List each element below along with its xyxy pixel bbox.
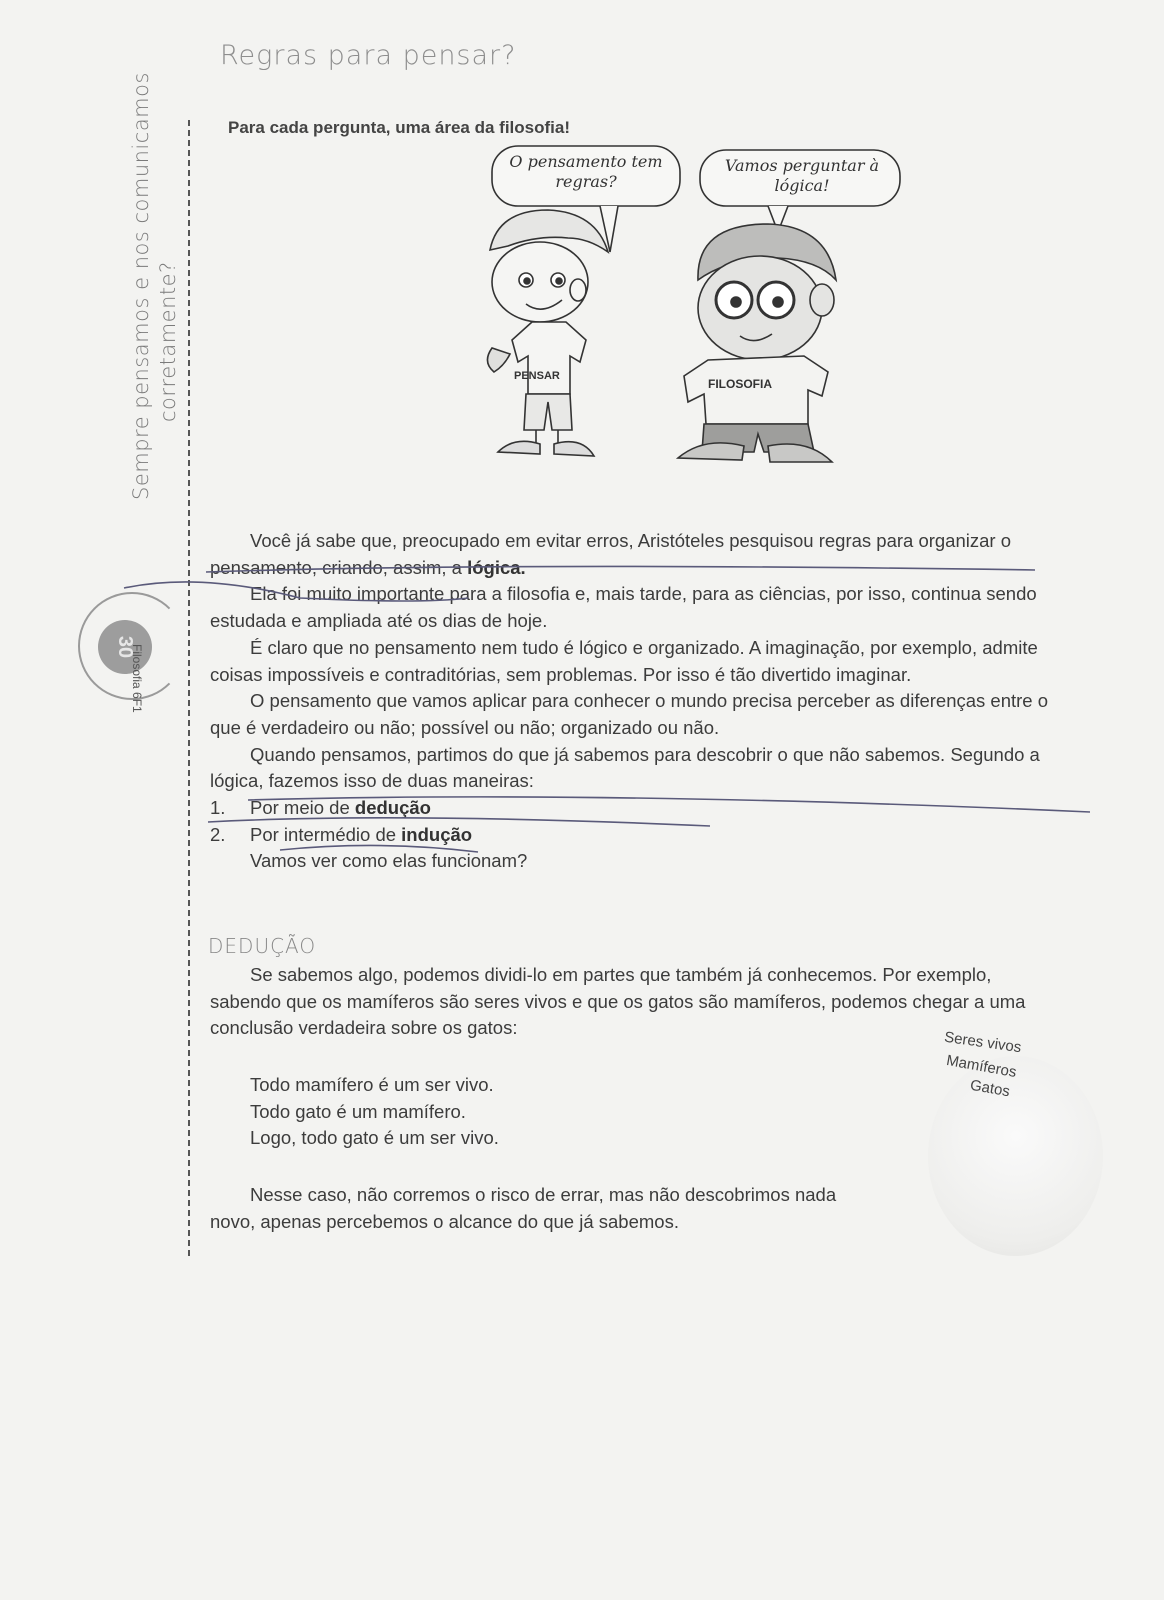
set-label-inner: Gatos: [968, 1076, 1012, 1101]
bold-term: indução: [401, 823, 473, 845]
premise-2: Todo gato é um mamífero.: [250, 1100, 466, 1122]
page-subtitle: Para cada pergunta, uma área da filosofia!: [228, 118, 571, 137]
paragraph: Se sabemos algo, podemos dividi-lo em partes que também já conhecemos. Por exemplo, sabendo que os mamíferos são seres vivos e que os gatos são mamíferos, podemos chegar a uma conclusão verdadeira sobre os gatos:: [210, 964, 1026, 1039]
list-item: [210, 795, 1070, 822]
list-item: [210, 822, 1070, 849]
bubble-left: [498, 152, 674, 192]
deduction-closing: [210, 1182, 910, 1235]
list-text: Por meio de: [250, 797, 355, 819]
bubble-right-line1: Vamos perguntar à: [724, 156, 880, 175]
paragraph: Nesse caso, não corremos o risco de errar, mas não descobrimos nada novo, apenas percebemos o alcance do que já sabemos.: [210, 1184, 837, 1232]
page-badge-label: Filosofia 6F1: [130, 644, 144, 713]
side-title-line1: Sempre pensamos e nos comunicamos: [129, 72, 153, 500]
shirt-label-left: PENSAR: [514, 370, 560, 382]
page-number: 30: [114, 635, 136, 659]
bold-term: dedução: [354, 797, 431, 819]
paragraph: O pensamento que vamos aplicar para conhecer o mundo precisa perceber as diferenças entre o que é verdadeiro ou não; possível ou não; organizado ou não.: [210, 690, 1049, 738]
list-text: Por intermédio de: [250, 823, 402, 845]
paragraph: É claro que no pensamento nem tudo é lógico e organizado. A imaginação, por exemplo, admite coisas impossíveis e contraditórias, sem problemas. Por isso é tão divertido imaginar.: [210, 636, 1038, 685]
section-heading: DEDUÇÃO: [208, 934, 317, 958]
premise-1: Todo mamífero é um ser vivo.: [250, 1074, 494, 1095]
methods-list: [210, 795, 1070, 848]
side-title-line2: corretamente?: [156, 261, 180, 422]
intro-text: [210, 528, 1070, 875]
bubble-left-line1: O pensamento tem: [509, 152, 663, 171]
paragraph: Ela foi muito importante para a filosofia e, mais tarde, para as ciências, por isso, continua sendo estudada e ampliada até os dias de hoje.: [210, 583, 1037, 632]
set-label-middle: Mamíferos: [945, 1051, 1018, 1082]
paragraph-text: Você já sabe que, preocupado em evitar erros, Aristóteles pesquisou regras para organizar o pensamento, criando, assim, a: [210, 530, 1012, 578]
paragraph: Quando pensamos, partimos do que já sabemos para descobrir o que não sabemos. Segundo a lógica, fazemos isso de duas maneiras:: [210, 743, 1040, 792]
set-diagram: [918, 1020, 1106, 1255]
list-number: 1.: [210, 797, 226, 819]
conclusion: Logo, todo gato é um ser vivo.: [250, 1127, 499, 1149]
bubble-left-line2: regras?: [555, 172, 617, 191]
list-number: 2.: [210, 823, 226, 845]
question-line: Vamos ver como elas funcionam?: [250, 850, 528, 872]
side-title: [128, 30, 182, 500]
paragraph: [210, 528, 1070, 581]
comic-illustration: [478, 140, 938, 480]
bubble-right-line2: lógica!: [774, 176, 830, 195]
bubble-right: [704, 156, 900, 196]
shirt-label-right: FILOSOFIA: [708, 377, 772, 391]
dotted-divider: [188, 120, 190, 1256]
page-title: Regras para pensar?: [220, 40, 517, 71]
set-label-outer: Seres vivos: [943, 1028, 1023, 1057]
syllogism: [250, 1072, 499, 1152]
set-diagram-circle: [928, 1056, 1103, 1256]
bold-term: lógica.: [467, 556, 526, 578]
